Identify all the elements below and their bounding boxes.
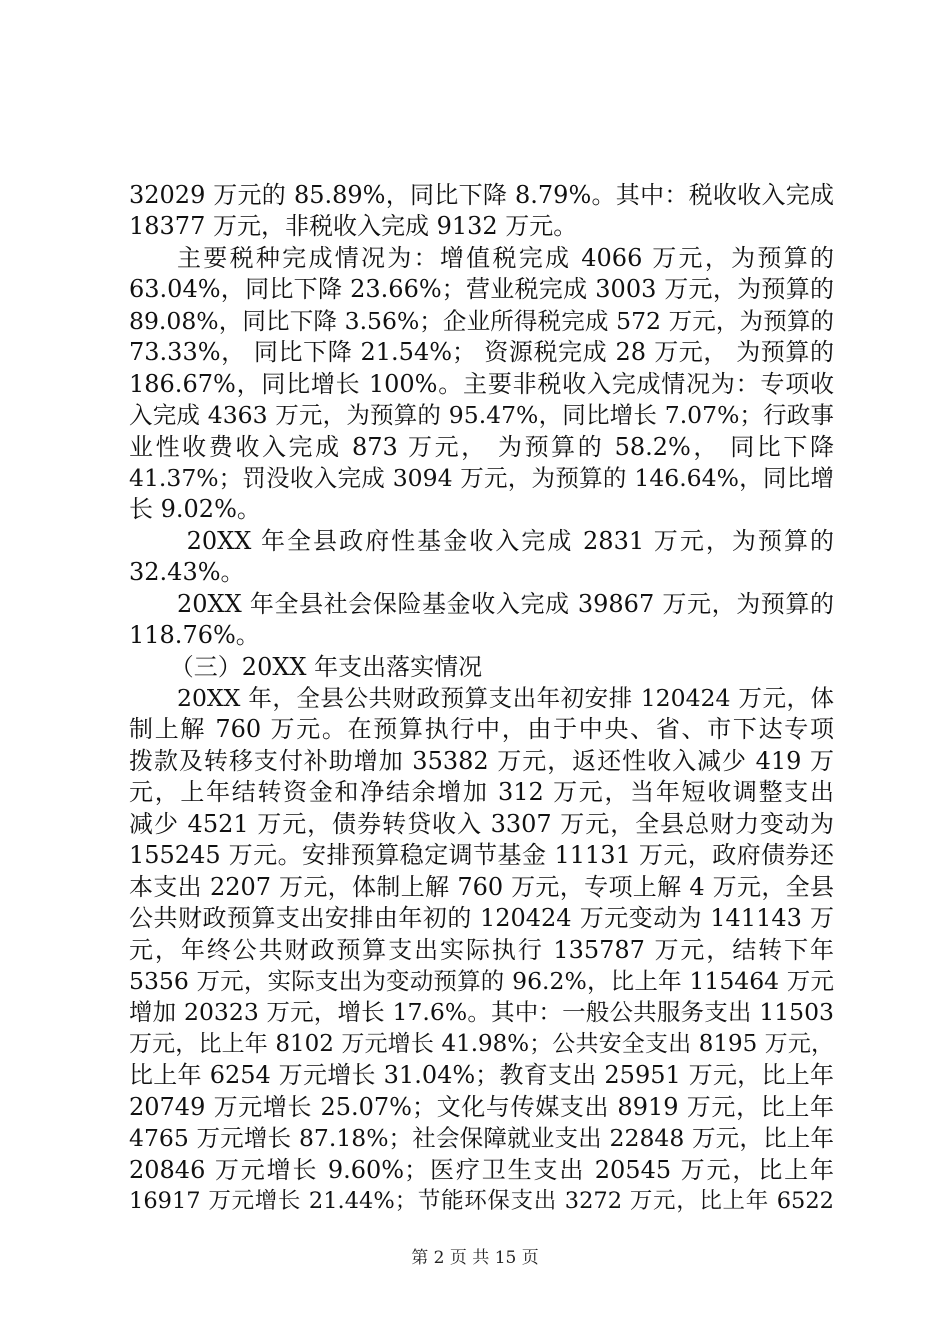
text-line: 32.43%。 bbox=[129, 558, 245, 587]
text-line: 16917 万元增长 21.44%；节能环保支出 3272 万元，比上年 6522 bbox=[129, 1188, 834, 1214]
text-line: 入完成 4363 万元，为预算的 95.47%，同比增长 7.07%；行政事 bbox=[129, 401, 834, 430]
text-line: 元，年终公共财政预算支出实际执行 135787 万元，结转下年 bbox=[129, 935, 834, 964]
text-line: 减少 4521 万元，债券转贷收入 3307 万元，全县总财力变动为 bbox=[129, 809, 834, 838]
text-line: 41.37%；罚没收入完成 3094 万元，为预算的 146.64%，同比增 bbox=[129, 463, 834, 492]
text-line: 18377 万元，非税收入完成 9132 万元。 bbox=[129, 212, 578, 241]
text-line: 20XX 年，全县公共财政预算支出年初安排 120424 万元，体 bbox=[177, 684, 834, 712]
text-line: 万元，比上年 8102 万元增长 41.98%；公共安全支出 8195 万元， bbox=[129, 1030, 834, 1057]
text-line: 元，上年结转资金和净结余增加 312 万元，当年短收调整支出 bbox=[129, 778, 834, 807]
text-line: 制上解 760 万元。在预算执行中，由于中央、省、市下达专项 bbox=[129, 715, 834, 744]
text-line: 业性收费收入完成 873 万元， 为预算的 58.2%， 同比下降 bbox=[129, 432, 834, 461]
text-line: 89.08%，同比下降 3.56%；企业所得税完成 572 万元，为预算的 bbox=[129, 306, 834, 335]
text-line: 公共财政预算支出安排由年初的 120424 万元变动为 141143 万 bbox=[129, 904, 834, 933]
text-line: 5356 万元，实际支出为变动预算的 96.2%，比上年 115464 万元 bbox=[129, 966, 834, 995]
text-line: （三）20XX 年支出落实情况 bbox=[169, 652, 483, 681]
page-footer: 第 2 页 共 15 页 bbox=[411, 1248, 539, 1268]
text-line: 32029 万元的 85.89%，同比下降 8.79%。其中：税收收入完成 bbox=[129, 181, 834, 209]
text-line: 20XX 年全县社会保险基金收入完成 39867 万元，为预算的 bbox=[177, 589, 834, 618]
text-line: 拨款及转移支付补助增加 35382 万元，返还性收入减少 419 万 bbox=[129, 746, 834, 775]
text-line: 118.76%。 bbox=[129, 621, 260, 650]
text-line: 155245 万元。安排预算稳定调节基金 11131 万元，政府债券还 bbox=[129, 841, 834, 870]
text-line: 73.33%， 同比下降 21.54%； 资源税完成 28 万元， 为预算的 bbox=[129, 338, 834, 367]
text-line: 主要税种完成情况为：增值税完成 4066 万元，为预算的 bbox=[177, 243, 834, 272]
text-line: 63.04%，同比下降 23.66%；营业税完成 3003 万元，为预算的 bbox=[129, 275, 834, 304]
text-line: 本支出 2207 万元，体制上解 760 万元，专项上解 4 万元，全县 bbox=[129, 872, 834, 901]
document-body bbox=[129, 180, 834, 1217]
text-line: 20XX 年全县政府性基金收入完成 2831 万元，为预算的 bbox=[186, 526, 834, 555]
text-line: 20749 万元增长 25.07%；文化与传媒支出 8919 万元，比上年 bbox=[129, 1092, 834, 1121]
text-line: 比上年 6254 万元增长 31.04%；教育支出 25951 万元，比上年 bbox=[129, 1061, 834, 1090]
text-line: 20846 万元增长 9.60%；医疗卫生支出 20545 万元，比上年 bbox=[129, 1155, 834, 1184]
text-line: 长 9.02%。 bbox=[129, 495, 261, 524]
text-line: 增加 20323 万元，增长 17.6%。其中：一般公共服务支出 11503 bbox=[129, 998, 834, 1027]
text-line: 186.67%，同比增长 100%。主要非税收入完成情况为：专项收 bbox=[129, 369, 834, 398]
text-line: 4765 万元增长 87.18%；社会保障就业支出 22848 万元，比上年 bbox=[129, 1124, 834, 1153]
